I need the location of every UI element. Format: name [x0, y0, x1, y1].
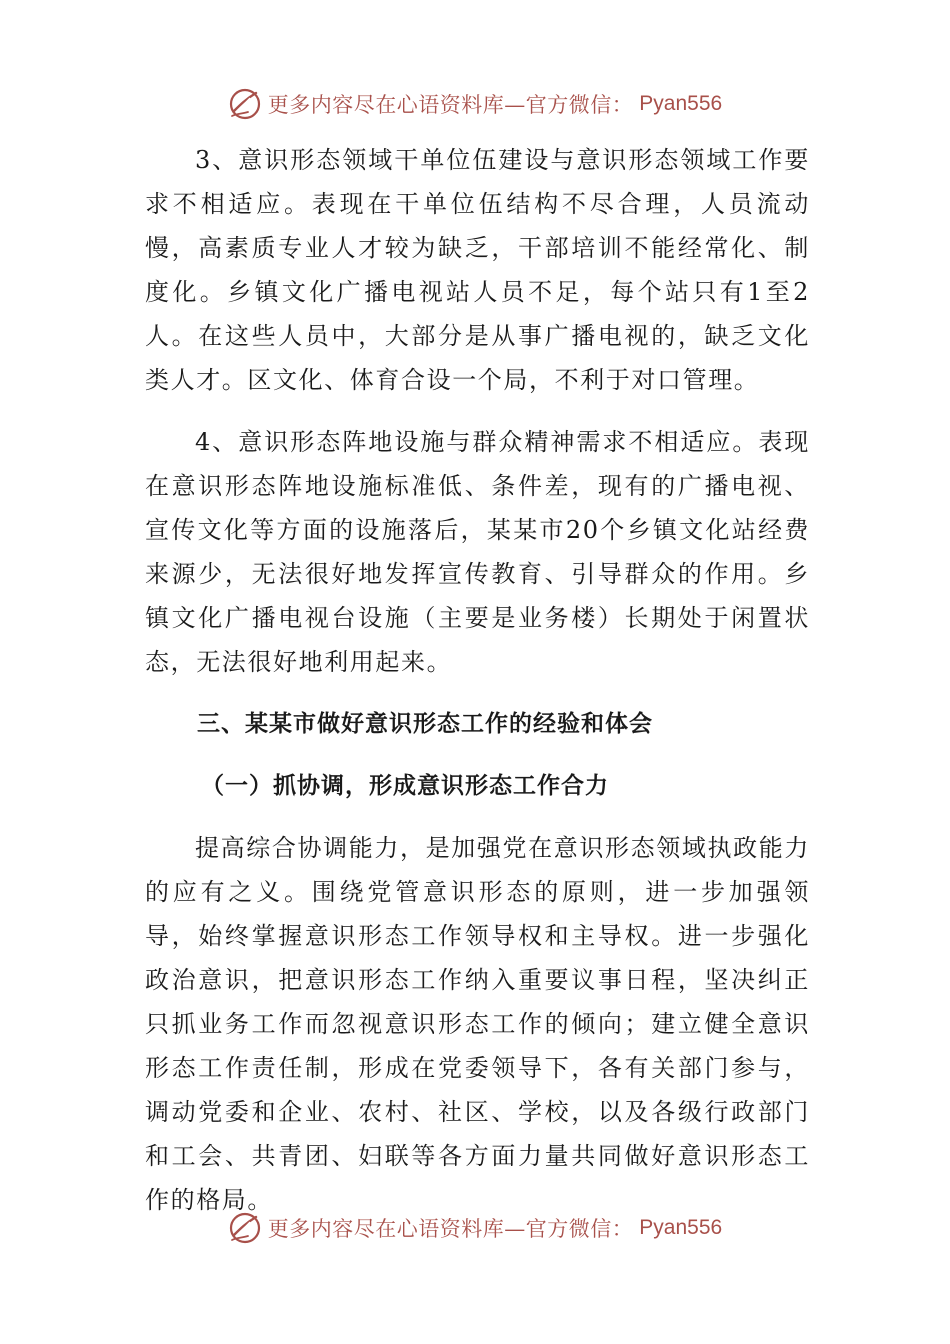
paragraph-item-4: 4、意识形态阵地设施与群众精神需求不相适应。表现在意识形态阵地设施标准低、条件差，现有的广播电视、宣传文化等方面的设施落后，某某市20个乡镇文化站经费来源少，无法很好地发挥宣传教育、引导群众的作用。乡镇文化广播电视台设施（主要是业务楼）长期处于闲置状态，无法很好地利用起来。: [145, 428, 810, 676]
watermark-wechat-handle: Pyan556: [639, 1216, 723, 1239]
pen-logo-icon: [228, 1211, 262, 1245]
document-body: [145, 138, 810, 1240]
footer-watermark-banner: [0, 1208, 950, 1248]
watermark-wechat-handle: Pyan556: [639, 92, 723, 115]
header-watermark-banner: [0, 84, 950, 124]
watermark-text: 更多内容尽在心语资料库—官方微信：: [267, 1217, 634, 1241]
pen-logo-icon: [228, 87, 262, 121]
watermark-text: 更多内容尽在心语资料库—官方微信：: [267, 93, 634, 117]
section-heading: 三、某某市做好意识形态工作的经验和体会: [197, 711, 653, 737]
subsection-heading: （一）抓协调，形成意识形态工作合力: [201, 773, 609, 799]
paragraph-coordination: 提高综合协调能力，是加强党在意识形态领域执政能力的应有之义。围绕党管意识形态的原则，进一步加强领导，始终掌握意识形态工作领导权和主导权。进一步强化政治意识，把意识形态工作纳入重要议事日程，坚决纠正只抓业务工作而忽视意识形态工作的倾向；建立健全意识形态工作责任制，形成在党委领导下，各有关部门参与，调动党委和企业、农村、社区、学校，以及各级行政部门和工会、共青团、妇联等各方面力量共同做好意识形态工作的格局。: [145, 834, 810, 1214]
paragraph-item-3: 3、意识形态领域干单位伍建设与意识形态领域工作要求不相适应。表现在干单位伍结构不尽合理，人员流动慢，高素质专业人才较为缺乏，干部培训不能经常化、制度化。乡镇文化广播电视站人员不足，每个站只有1至2人。在这些人员中，大部分是从事广播电视的，缺乏文化类人才。区文化、体育合设一个局，不利于对口管理。: [145, 146, 810, 394]
